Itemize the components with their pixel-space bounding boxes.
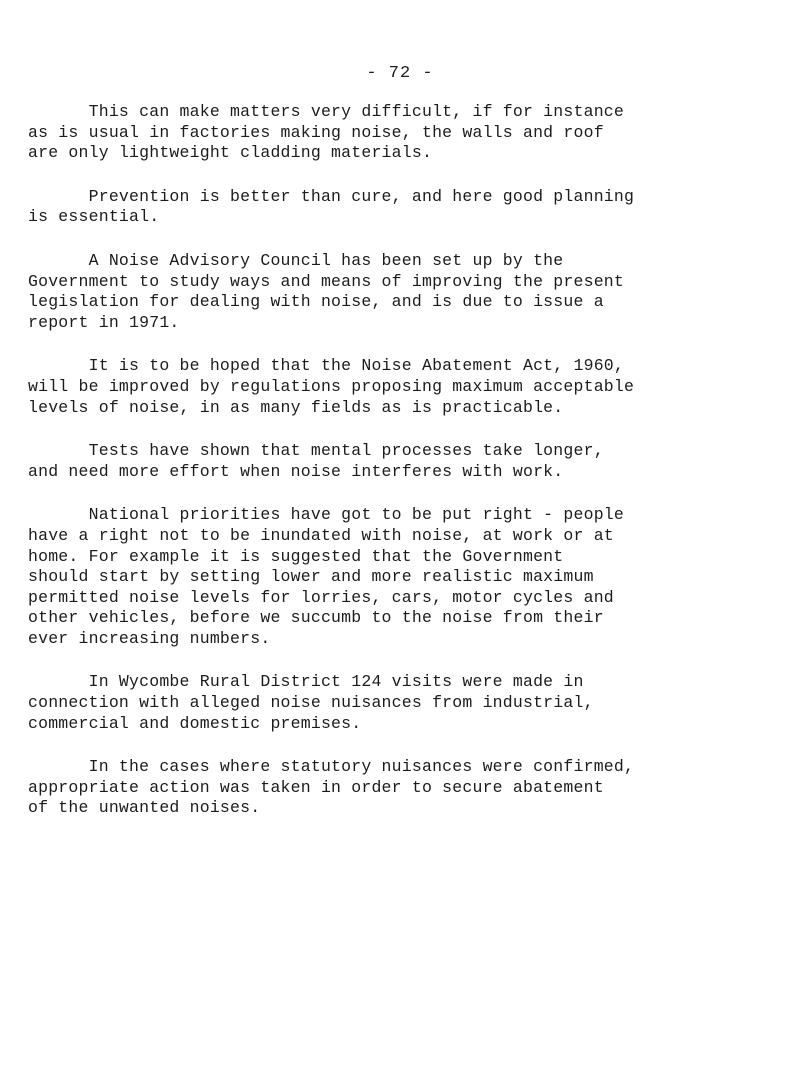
paragraph-7 (28, 672, 788, 734)
text-line: In the cases where statutory nuisances were confirmed, (28, 757, 635, 777)
text-line: are only lightweight cladding materials. (28, 143, 433, 163)
text-line: report in 1971. (28, 312, 180, 332)
text-line: have a right not to be inundated with noise, at work or at (28, 525, 614, 545)
text-line: will be improved by regulations proposing maximum acceptable (28, 376, 635, 396)
paragraph-4 (28, 356, 788, 418)
paragraph-1 (28, 102, 788, 164)
text-line: Prevention is better than cure, and here good planning (28, 186, 635, 206)
text-line: is essential. (28, 207, 160, 227)
text-line: home. For example it is suggested that the Government (28, 546, 564, 566)
text-line: levels of noise, in as many fields as is practicable. (28, 397, 564, 417)
text-line: It is to be hoped that the Noise Abatement Act, 1960, (28, 356, 624, 376)
paragraph-8 (28, 757, 788, 819)
text-line: Government to study ways and means of improving the present (28, 271, 624, 291)
body-text (28, 102, 788, 842)
text-line: In Wycombe Rural District 124 visits were made in (28, 672, 584, 692)
text-line: connection with alleged noise nuisances from industrial, (28, 693, 594, 713)
text-line: commercial and domestic premises. (28, 713, 362, 733)
paragraph-5 (28, 441, 788, 482)
paragraph-3 (28, 251, 788, 333)
text-line: should start by setting lower and more realistic maximum (28, 567, 594, 587)
text-line: ever increasing numbers. (28, 628, 271, 648)
text-line: Tests have shown that mental processes take longer, (28, 441, 604, 461)
text-line: appropriate action was taken in order to secure abatement (28, 777, 604, 797)
paragraph-6 (28, 505, 788, 649)
text-line: of the unwanted noises. (28, 798, 261, 818)
paragraph-2 (28, 187, 788, 228)
text-line: as is usual in factories making noise, the walls and roof (28, 122, 604, 142)
text-line: National priorities have got to be put right - people (28, 505, 624, 525)
text-line: and need more effort when noise interferes with work. (28, 461, 564, 481)
text-line: A Noise Advisory Council has been set up by the (28, 250, 564, 270)
text-line: permitted noise levels for lorries, cars, motor cycles and (28, 587, 614, 607)
page-number: - 72 - (366, 64, 434, 83)
text-line: other vehicles, before we succumb to the noise from their (28, 608, 604, 628)
text-line: This can make matters very difficult, if for instance (28, 102, 624, 121)
text-line: legislation for dealing with noise, and is due to issue a (28, 292, 604, 312)
